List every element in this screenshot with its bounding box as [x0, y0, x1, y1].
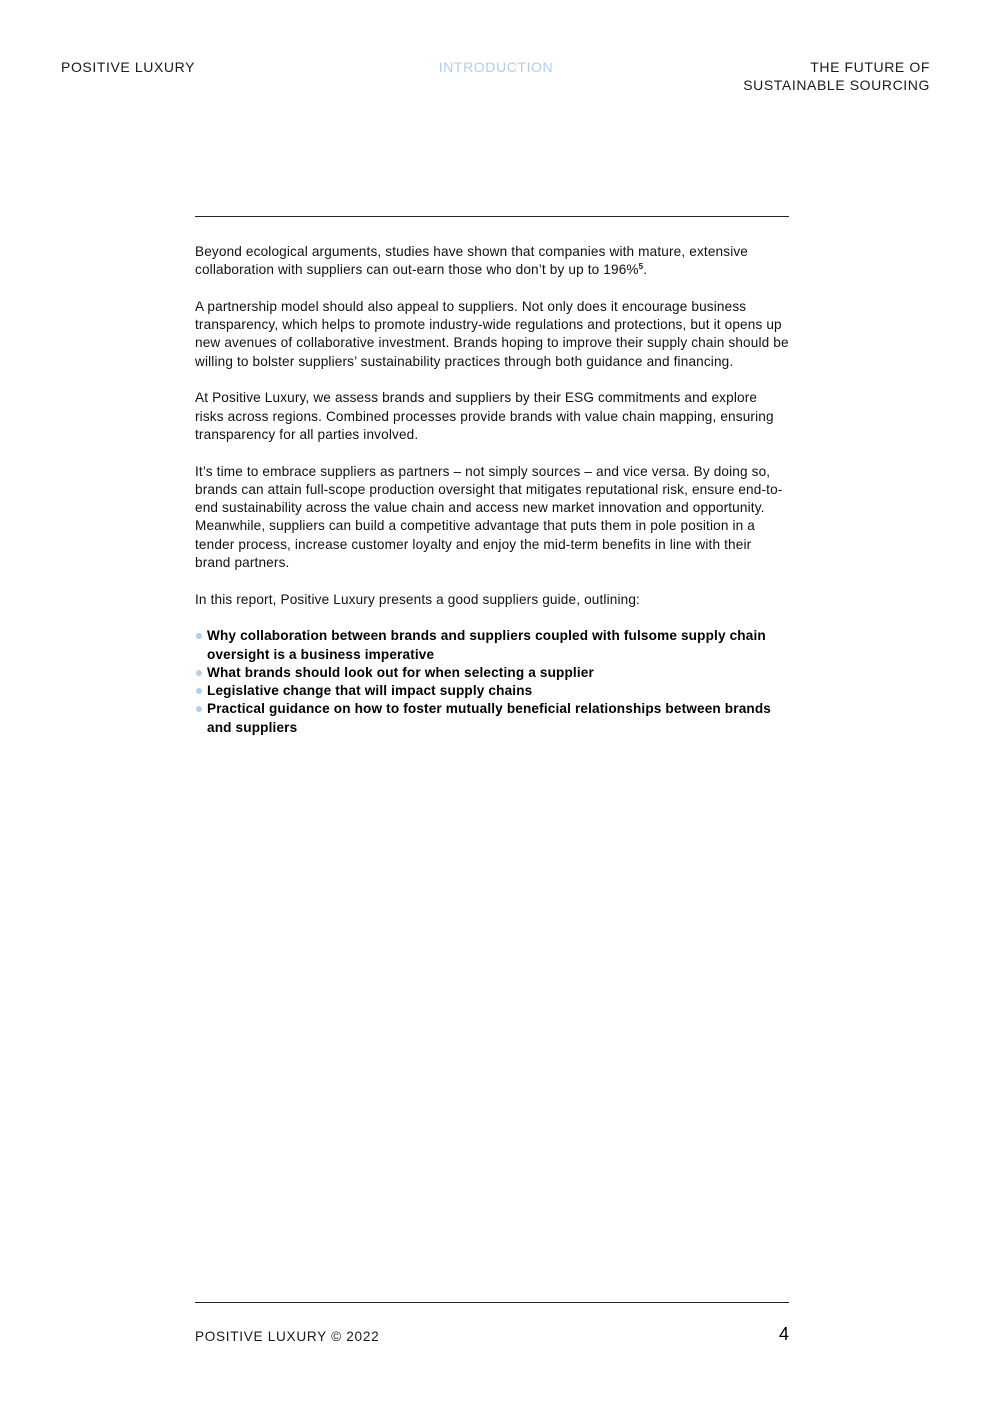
- paragraph-1-end: .: [643, 262, 648, 278]
- list-item-text: Practical guidance on how to foster mutually beneficial relationships between brands and suppliers: [207, 701, 772, 735]
- outline-list: [195, 627, 789, 737]
- footer-copyright: POSITIVE LUXURY © 2022: [195, 1329, 380, 1344]
- top-divider: [195, 216, 789, 217]
- bullet-dot-icon: [196, 670, 202, 676]
- list-item: [195, 700, 789, 737]
- page-number: 4: [778, 1324, 789, 1344]
- list-item-text: What brands should look out for when selecting a supplier: [207, 664, 594, 680]
- list-item: [195, 664, 789, 682]
- paragraph-1-text: Beyond ecological arguments, studies have shown that companies with mature, extensive collaboration with suppliers can out-earn those who don’t by up to 196%: [195, 244, 749, 278]
- bullet-dot-icon: [196, 633, 202, 639]
- header-report-title-line2: SUSTAINABLE SOURCING: [743, 77, 930, 93]
- bullet-dot-icon: [196, 706, 202, 712]
- list-item: [195, 682, 789, 700]
- paragraph-1: [195, 243, 789, 280]
- list-item-text: Legislative change that will impact supply chains: [207, 683, 533, 699]
- list-item: [195, 627, 789, 664]
- footnote-reference[interactable]: 5: [638, 262, 644, 272]
- list-item-text: Why collaboration between brands and suppliers coupled with fulsome supply chain oversight is a business imperative: [207, 628, 766, 662]
- body-content: [195, 243, 789, 737]
- paragraph-2: A partnership model should also appeal to suppliers. Not only does it encourage business transparency, which helps to promote industry-wide regulations and protections, but it opens up new avenues of collaborative investment. Brands hoping to improve their supply chain should be willing to bolster suppliers’ sustainability practices through both guidance and financing.: [195, 298, 789, 369]
- bullet-dot-icon: [196, 688, 202, 694]
- bottom-divider: [195, 1302, 789, 1303]
- header-report-title: [743, 58, 930, 94]
- paragraph-3: At Positive Luxury, we assess brands and suppliers by their ESG commitments and explore risks across regions. Combined processes provide brands with value chain mapping, ensuring transparency for all parties involved.: [195, 390, 774, 442]
- header-brand: POSITIVE LUXURY: [61, 59, 196, 75]
- header-report-title-line1: THE FUTURE OF: [810, 59, 930, 75]
- header-section-title: INTRODUCTION: [438, 59, 554, 75]
- paragraph-4: It’s time to embrace suppliers as partners – not simply sources – and vice versa. By doing so, brands can attain full-scope production oversight that mitigates reputational risk, ensure end-to-end sustainability across the value chain and access new market innovation and opportunity. Meanwhile, suppliers can build a competitive advantage that puts them in pole position in a tender process, increase customer loyalty and enjoy the mid-term benefits in line with their brand partners.: [195, 463, 783, 571]
- paragraph-5: In this report, Positive Luxury presents a good suppliers guide, outlining:: [195, 591, 640, 607]
